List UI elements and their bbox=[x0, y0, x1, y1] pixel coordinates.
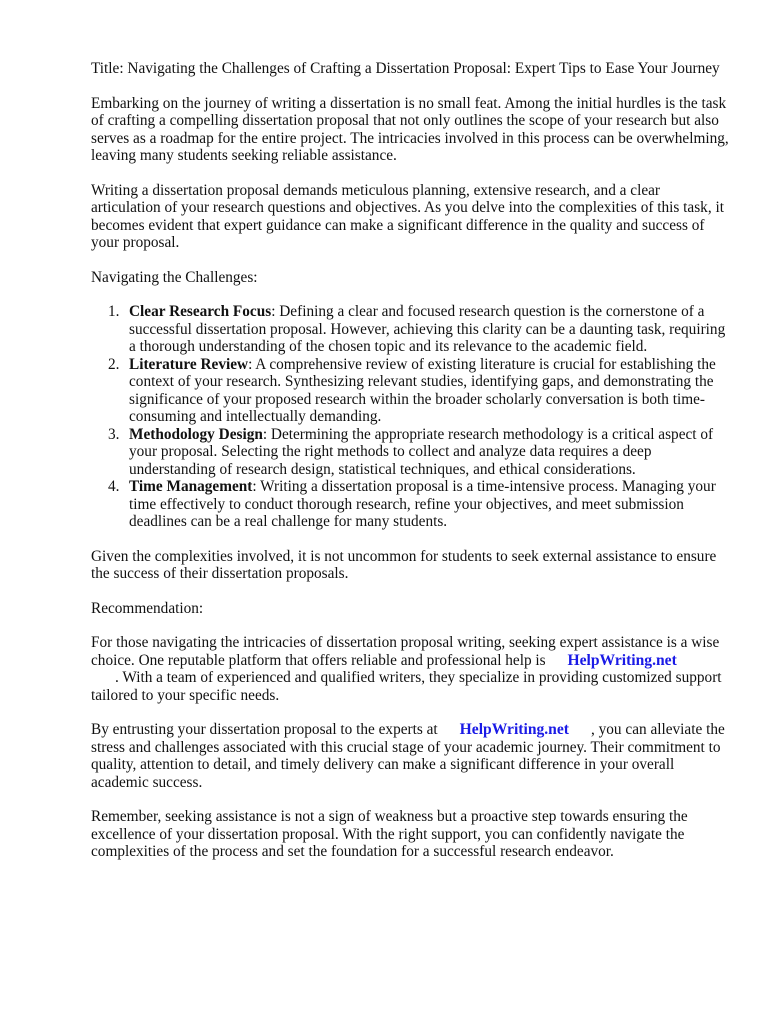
proposal-paragraph: Writing a dissertation proposal demands meticulous planning, extensive research, and a clear articulation of your research questions and objectives. As you delve into the complexities of this task, it becomes evident that expert guidance can make a significant difference in the quality and success of your proposal. bbox=[91, 181, 724, 251]
challenges-heading: Navigating the Challenges: bbox=[91, 268, 258, 286]
list-item-text: : A comprehensive review of existing literature is crucial for establishing the context of your research. Synthesizing relevant studies, identifying gaps, and demonstrating the significance of your proposed research within the broader scholarly conversation is both time-consuming and intellectually demanding. bbox=[129, 355, 716, 425]
helpwriting-link[interactable]: HelpWriting.net bbox=[567, 651, 677, 669]
document-page bbox=[91, 60, 731, 878]
helpwriting-link[interactable]: HelpWriting.net bbox=[459, 721, 569, 738]
list-item-term: Methodology Design bbox=[129, 425, 263, 443]
entrust-paragraph bbox=[91, 721, 731, 791]
list-item-term: Time Management bbox=[129, 478, 253, 495]
list-item bbox=[91, 356, 731, 426]
list-item-term: Clear Research Focus bbox=[129, 303, 272, 320]
recommendation-text-after: . With a team of experienced and qualified writers, they specialize in providing customized support tailored to your specific needs. bbox=[91, 669, 722, 704]
challenges-list bbox=[91, 303, 731, 531]
list-item bbox=[91, 303, 731, 356]
list-item-text: : Defining a clear and focused research question is the cornerstone of a successful dissertation proposal. However, achieving this clarity can be a daunting task, requiring a thorough understanding of the chosen topic and its relevance to the academic field. bbox=[129, 303, 726, 355]
list-item bbox=[91, 478, 731, 531]
document-title: Title: Navigating the Challenges of Crafting a Dissertation Proposal: Expert Tips to Ease Your Journey bbox=[91, 60, 720, 77]
list-item-number: 2. bbox=[108, 355, 120, 373]
list-item-term: Literature Review bbox=[129, 355, 249, 373]
list-item-text: : Writing a dissertation proposal is a time-intensive process. Managing your time effectively to conduct thorough research, refine your objectives, and meet submission deadlines can be a real challenge for many students. bbox=[129, 478, 716, 530]
entrust-text-before: By entrusting your dissertation proposal to the experts at bbox=[91, 721, 438, 738]
list-item-text: : Determining the appropriate research methodology is a critical aspect of your proposal. Selecting the right methods to collect and analyze data requires a deep understanding of research design, statistical techniques, and ethical considerations. bbox=[129, 425, 714, 478]
given-paragraph: Given the complexities involved, it is not uncommon for students to seek external assistance to ensure the success of their dissertation proposals. bbox=[91, 547, 717, 582]
list-item-number: 3. bbox=[108, 425, 120, 443]
closing-paragraph: Remember, seeking assistance is not a sign of weakness but a proactive step towards ensuring the excellence of your dissertation proposal. With the right support, you can confidently navigate the complexities of the process and set the foundation for a successful research endeavor. bbox=[91, 808, 688, 860]
recommendation-heading: Recommendation: bbox=[91, 599, 204, 617]
list-item-number: 4. bbox=[108, 478, 120, 495]
list-item-number: 1. bbox=[108, 303, 120, 320]
list-item bbox=[91, 426, 731, 479]
entrust-text-after: , you can alleviate the stress and challenges associated with this crucial stage of your academic journey. Their commitment to quality, attention to detail, and timely delivery can make a significant difference in your overall academic success. bbox=[91, 721, 725, 791]
recommendation-text-before: For those navigating the intricacies of dissertation proposal writing, seeking expert assistance is a wise choice. One reputable platform that offers reliable and professional help is bbox=[91, 634, 720, 669]
recommendation-paragraph bbox=[91, 634, 731, 704]
intro-paragraph: Embarking on the journey of writing a dissertation is no small feat. Among the initial hurdles is the task of crafting a compelling dissertation proposal that not only outlines the scope of your research but also serves as a roadmap for the entire project. The intricacies involved in this process can be overwhelming, leaving many students seeking reliable assistance. bbox=[91, 94, 729, 164]
